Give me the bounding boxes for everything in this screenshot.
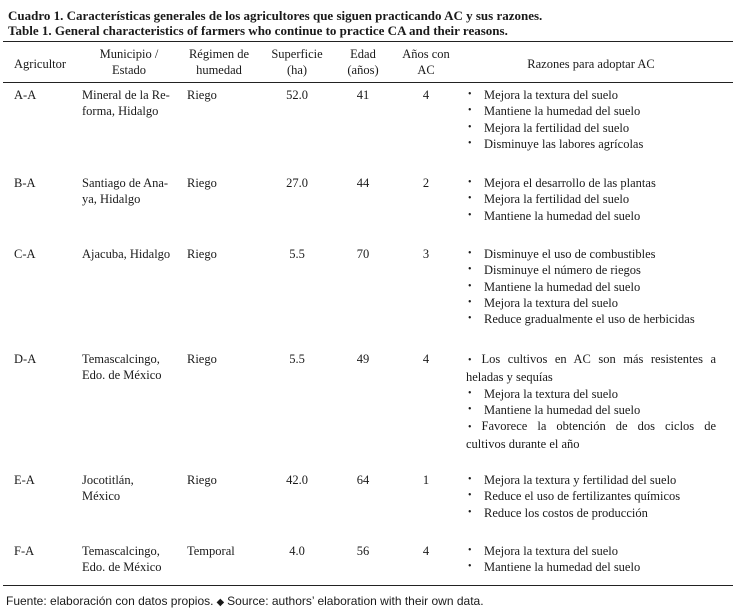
bullet-icon: • xyxy=(468,137,472,149)
reason-item xyxy=(466,246,718,262)
caption-spanish: Cuadro 1. Características generales de los agricultores que siguen practicando AC y sus razones. xyxy=(8,8,543,23)
cell-agricultor: E-A xyxy=(14,473,35,487)
bullet-icon: • xyxy=(468,248,472,259)
reason-text: Los cultivos en AC son más resistentes a heladas y sequías xyxy=(466,352,716,385)
cell-municipio-line: forma, Hidalgo xyxy=(82,104,159,119)
table-bottom-rule xyxy=(3,585,733,586)
cell-municipio-line: Edo. de México xyxy=(82,368,162,383)
cell-municipio-line: Edo. de México xyxy=(82,560,162,575)
cell-municipio-line: Santiago de Ana- xyxy=(82,176,169,190)
header-edad-line2: (años) xyxy=(347,63,379,78)
cell-anos: 4 xyxy=(422,544,430,558)
reason-item xyxy=(466,87,718,103)
header-edad xyxy=(340,46,386,79)
cell-anos: 3 xyxy=(422,247,430,261)
cell-edad: 70 xyxy=(356,247,370,261)
header-municipio-line2: Estado xyxy=(111,63,147,78)
reason-item xyxy=(466,488,718,504)
bullet-icon: • xyxy=(468,193,472,205)
table-caption xyxy=(8,8,732,38)
cell-superficie: 4.0 xyxy=(289,544,305,558)
table-top-rule xyxy=(3,41,733,42)
cell-anos: 1 xyxy=(422,473,430,487)
table-header-rule xyxy=(3,82,733,83)
cell-razones xyxy=(466,543,718,576)
reason-item xyxy=(466,386,718,402)
reason-item xyxy=(466,279,718,295)
cell-anos: 4 xyxy=(422,88,430,102)
reason-item xyxy=(466,191,718,207)
cell-municipio-line: Mineral de la Re- xyxy=(82,88,170,102)
reason-text: Mejora la textura del suelo xyxy=(484,295,618,310)
bullet-icon: • xyxy=(468,264,472,276)
reason-item xyxy=(466,311,718,327)
reason-text: Mejora la textura del suelo xyxy=(484,386,618,401)
cell-edad: 49 xyxy=(356,352,370,366)
reason-item xyxy=(466,120,718,136)
reason-item xyxy=(466,136,718,152)
reason-item xyxy=(466,402,718,418)
cell-regimen: Riego xyxy=(187,473,217,487)
cell-superficie: 5.5 xyxy=(289,352,305,366)
cell-anos: 4 xyxy=(422,352,430,366)
cell-municipio xyxy=(82,246,170,262)
table-footer xyxy=(6,594,484,610)
cell-regimen: Riego xyxy=(187,88,217,102)
reason-text: Disminuye el uso de combustibles xyxy=(484,247,656,261)
caption-english: Table 1. General characteristics of farmers who continue to practice CA and their reasons. xyxy=(8,23,508,38)
bullet-icon: • xyxy=(468,355,472,366)
bullet-icon: • xyxy=(468,403,472,415)
header-anos-line1: Años con xyxy=(402,47,450,61)
header-superficie-line2: (ha) xyxy=(286,63,308,78)
cell-razones xyxy=(466,472,718,521)
header-superficie-line1: Superficie xyxy=(271,47,323,61)
reason-item xyxy=(466,175,718,191)
reason-text: Mantiene la humedad del suelo xyxy=(484,402,641,417)
cell-agricultor: F-A xyxy=(14,544,35,558)
reason-text: Mejora la fertilidad del suelo xyxy=(484,120,630,135)
cell-razones xyxy=(466,351,718,453)
cell-anos: 2 xyxy=(422,176,430,190)
reason-item xyxy=(466,208,718,224)
header-agricultor: Agricultor xyxy=(14,57,67,71)
bullet-icon: • xyxy=(468,422,472,434)
reason-text: Favorece la obtención de dos ciclos de cultivos durante el año xyxy=(466,419,716,452)
cell-municipio xyxy=(82,351,162,384)
cell-agricultor: D-A xyxy=(14,352,37,366)
header-municipio xyxy=(82,46,176,79)
bullet-icon: • xyxy=(468,545,472,556)
cell-municipio-line: Jocotitlán, xyxy=(82,473,134,487)
footer-source-english: Source: authors’ elaboration with their own data. xyxy=(227,594,484,608)
cell-agricultor: A-A xyxy=(14,88,37,102)
reason-text: Mantiene la humedad del suelo xyxy=(484,208,641,223)
reason-item xyxy=(466,351,716,386)
cell-municipio xyxy=(82,472,134,505)
reason-text: Reduce gradualmente el uso de herbicidas xyxy=(484,312,695,327)
cell-edad: 56 xyxy=(356,544,370,558)
cell-edad: 41 xyxy=(356,88,370,102)
reason-item xyxy=(466,295,718,311)
bullet-icon: • xyxy=(468,105,472,117)
cell-razones xyxy=(466,87,718,152)
bullet-icon: • xyxy=(468,177,472,188)
bullet-icon: • xyxy=(468,296,472,308)
reason-text: Reduce los costos de producción xyxy=(484,505,648,520)
bullet-icon: • xyxy=(468,474,472,485)
reason-text: Mejora el desarrollo de las plantas xyxy=(484,176,656,190)
cell-municipio-line: México xyxy=(82,489,121,504)
reason-item xyxy=(466,418,716,453)
cell-regimen: Riego xyxy=(187,352,217,366)
reason-text: Mejora la textura y fertilidad del suelo xyxy=(484,473,677,487)
header-anos xyxy=(396,46,456,79)
bullet-icon: • xyxy=(468,506,472,518)
cell-superficie: 5.5 xyxy=(289,247,305,261)
bullet-icon: • xyxy=(468,209,472,221)
cell-agricultor: B-A xyxy=(14,176,36,190)
reason-text: Mantiene la humedad del suelo xyxy=(484,560,641,575)
bullet-icon: • xyxy=(468,490,472,502)
reason-text: Reduce el uso de fertilizantes químicos xyxy=(484,489,681,504)
cell-edad: 64 xyxy=(356,473,370,487)
header-edad-line1: Edad xyxy=(350,47,376,61)
bullet-icon: • xyxy=(468,121,472,133)
reason-text: Disminuye las labores agrícolas xyxy=(484,136,644,151)
bullet-icon: • xyxy=(468,89,472,100)
reason-item xyxy=(466,559,718,575)
reason-text: Mejora la fertilidad del suelo xyxy=(484,192,630,207)
header-razones: Razones para adoptar AC xyxy=(527,57,655,71)
cell-superficie: 27.0 xyxy=(286,176,308,190)
footer-source-spanish: Fuente: elaboración con datos propios. xyxy=(6,594,214,608)
header-municipio-line1: Municipio / xyxy=(99,47,159,61)
reason-item xyxy=(466,472,718,488)
cell-regimen: Riego xyxy=(187,176,217,190)
cell-municipio xyxy=(82,87,170,120)
cell-municipio xyxy=(82,543,162,576)
cell-municipio xyxy=(82,175,168,208)
cell-municipio-line: ya, Hidalgo xyxy=(82,192,141,207)
reason-text: Mejora la textura del suelo xyxy=(484,544,618,558)
bullet-icon: • xyxy=(468,561,472,573)
cell-edad: 44 xyxy=(356,176,370,190)
cell-municipio-line: Temascalcingo, xyxy=(82,352,160,366)
cell-municipio-line: Ajacuba, Hidalgo xyxy=(82,247,171,261)
reason-text: Mantiene la humedad del suelo xyxy=(484,279,641,294)
header-regimen-line2: humedad xyxy=(196,63,242,78)
bullet-icon: • xyxy=(468,387,472,399)
cell-razones xyxy=(466,175,718,224)
reason-text: Disminuye el número de riegos xyxy=(484,263,641,278)
cell-razones xyxy=(466,246,718,327)
header-regimen-line1: Régimen de xyxy=(188,47,250,61)
cell-regimen: Riego xyxy=(187,247,217,261)
bullet-icon: • xyxy=(468,313,472,325)
reason-text: Mejora la textura del suelo xyxy=(484,88,618,102)
cell-municipio-line: Temascalcingo, xyxy=(82,544,160,558)
cell-regimen: Temporal xyxy=(187,544,235,558)
bullet-icon: • xyxy=(468,280,472,292)
reason-item xyxy=(466,103,718,119)
cell-agricultor: C-A xyxy=(14,247,36,261)
header-anos-line2: AC xyxy=(417,63,435,78)
header-superficie xyxy=(264,46,330,79)
reason-item xyxy=(466,262,718,278)
reason-item xyxy=(466,505,718,521)
header-regimen xyxy=(183,46,255,79)
reason-item xyxy=(466,543,718,559)
reason-text: Mantiene la humedad del suelo xyxy=(484,104,641,119)
diamond-separator-icon: ◆ xyxy=(216,597,225,608)
cell-superficie: 42.0 xyxy=(286,473,308,487)
cell-superficie: 52.0 xyxy=(286,88,308,102)
